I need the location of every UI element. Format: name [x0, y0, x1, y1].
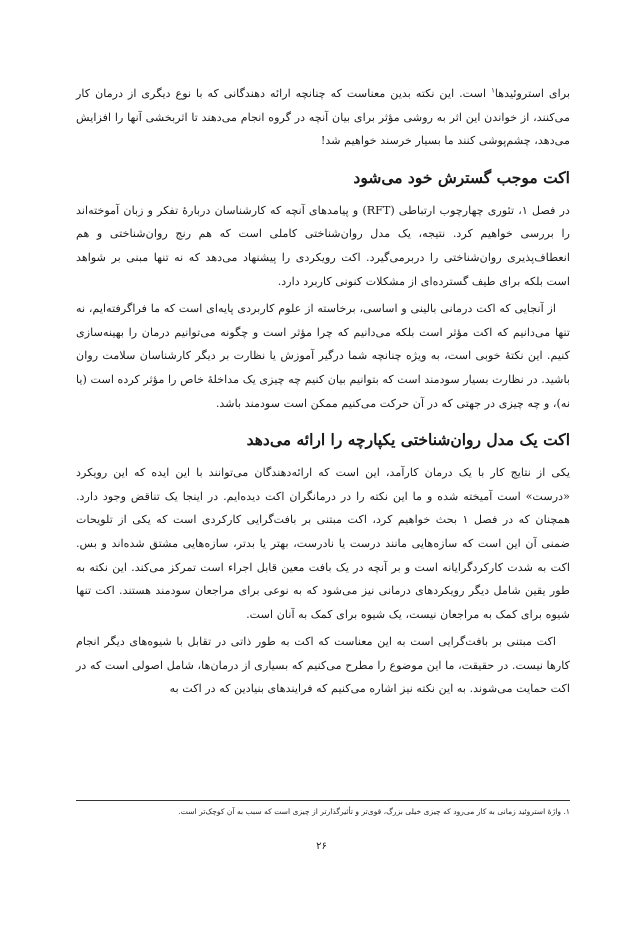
paragraph-2: در فصل ۱، تئوری چهارچوب ارتباطی (RFT) و پیامدهای آنچه که کارشناسان دربارۀ تفکر و زبان آموخته‌اند را بررسی خواهیم کرد. نتیجه، یک مدل روان‌شناختی کاملی است که هم رنج روان‌شناختی و هم انعطاف‌پذیری روان‌شناختی را دربرمی‌گیرد. اکت رویکردی را پیشنهاد می‌دهد که نه تنها مبنی بر شواهد است بلکه برای طیف گسترده‌ای از مشکلات کنونی کاربرد دارد. [76, 203, 570, 288]
paragraph-3: از آنجایی که اکت درمانی بالینی و اساسی، برخاسته از علوم کاربردی پایه‌ای است که ما فراگرفته‌ایم، نه تنها می‌دانیم که اکت مؤثر است بلکه می‌دانیم که چرا مؤثر است و چگونه می‌توانیم درمان را بهینه‌سازی کنیم. این نکتهٔ خوبی است، به ویژه چنانچه شما درگیر آموزش یا نظارت بر دیگر کارشناسان سلامت روان باشید. در نظارت بسیار سودمند است که بتوانیم بیان کنیم چه چیزی یک مداخلهٔ خاص را مؤثر کرده است (یا نه)، و چه چیزی در جهتی که در آن حرکت می‌کنیم ممکن است سودمند باشد. [76, 302, 570, 410]
footnote-divider [76, 800, 570, 801]
paragraph-1-rest: است. این نکته بدین معناست که چنانچه ارائه دهندگانی که با نوع دیگری از درمان کار می‌کنند، از خواندن این اثر به روشی مؤثر برای بیان آنچه در گروه انجام می‌دهند تا اثربخشی آنها را افزایش می‌دهد، چشم‌پوشی کنند ما بسیار خرسند خواهیم شد! [76, 87, 570, 148]
paragraph-1 [76, 82, 570, 153]
section-heading-1: اکت موجب گسترش خود می‌شود [353, 167, 570, 187]
page-number: ۲۶ [316, 841, 327, 852]
footnote: ۱. واژهٔ استروئید زمانی به کار می‌رود که چیزی خیلی بزرگ، قوی‌تر و تأثیرگذارتر از چیزی است که سبب به آن کوچک‌تر است. [178, 807, 570, 816]
section-heading-2: اکت یک مدل روان‌شناختی یکپارچه را ارائه می‌دهد [246, 430, 570, 450]
paragraph-1-start: برای استروئیدها [494, 87, 571, 100]
document-body [76, 82, 570, 705]
paragraph-4: یکی از نتایج کار با یک درمان کارآمد، این است که ارائه‌دهندگان می‌توانند با این ایده که این رویکرد «درست» است آمیخته شده و ما این نکته را در درمانگران اکت دیده‌ایم. در اینجا یک تناقض وجود دارد. همچنان که در فصل ۱ بحث خواهیم کرد، اکت مبتنی بر بافت‌گرایی کارکردی است که یکی از تلویحات ضمنی آن این است که سازه‌هایی مانند درست یا نادرست، بهتر یا بدتر، سازه‌هایی مشتق شده‌اند و بس. اکت به شدت کارکردگرایانه است و بر آنچه در یک بافت معین قابل اجراء است تمرکز می‌کند. این نکته به طور یقین شامل دیگر رویکردهای درمانی نیز می‌شود که به نوعی برای مراجعان سودمند هستند. اکت تنها شیوه برای کمک به مراجعان نیست، یک شیوه برای کمک به آنان است. [76, 466, 570, 621]
paragraph-5: اکت مبتنی بر بافت‌گرایی است به این معناست که اکت به طور ذاتی در تقابل با شیوه‌های دیگر انجام کارها نیست. در حقیقت، ما این موضوع را مطرح می‌کنیم که بسیاری از درمان‌ها، شامل اصولی است که در اکت حمایت می‌شوند. به این نکته نیز اشاره می‌کنیم که فرایندهای بنیادین که در اکت به [76, 635, 570, 696]
footnote-marker[interactable]: ۱ [491, 86, 495, 95]
